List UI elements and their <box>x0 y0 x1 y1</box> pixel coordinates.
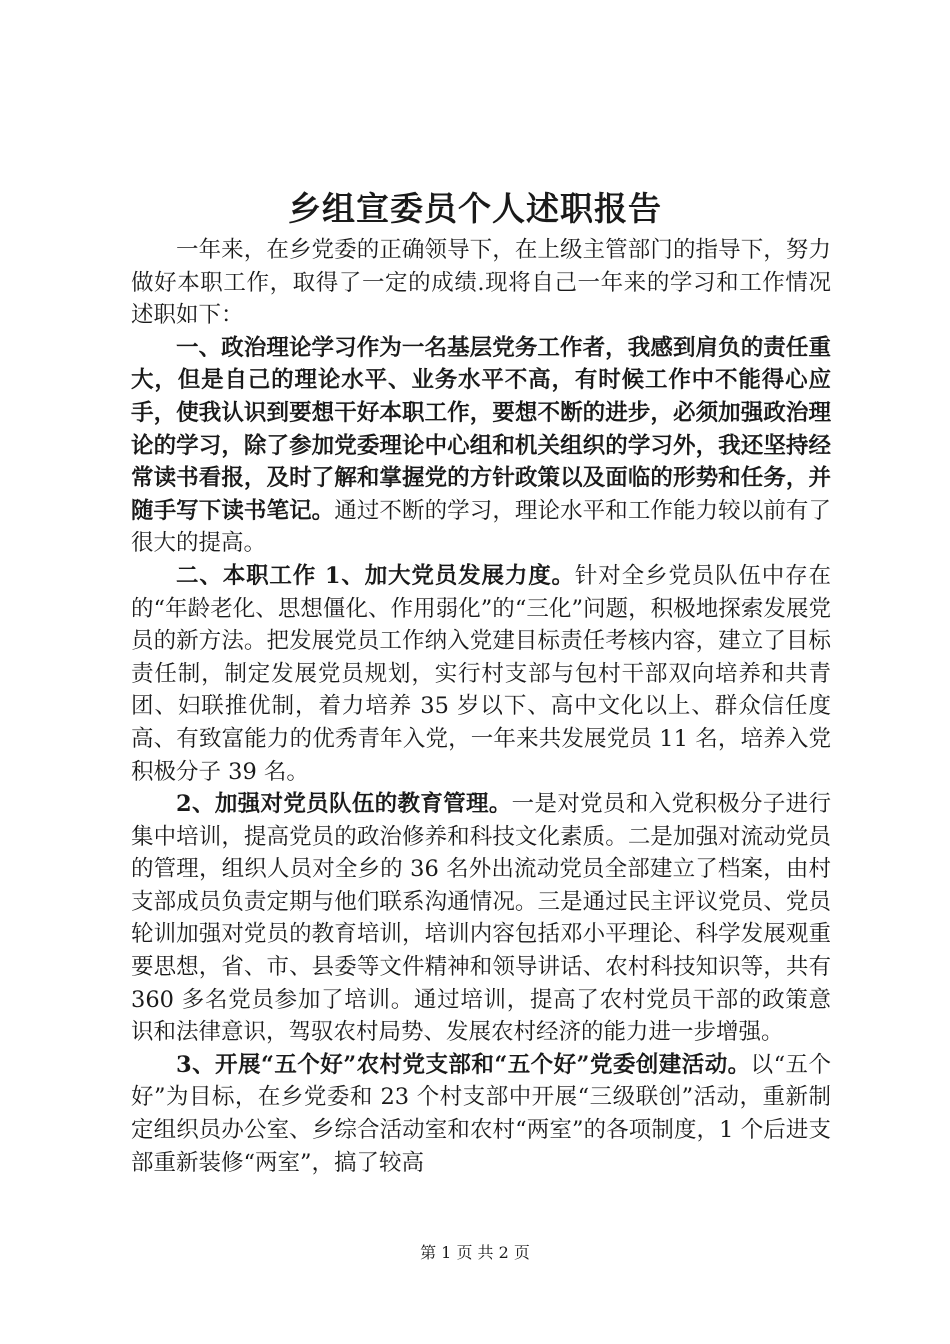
section-heading-bold: 2、加强对党员队伍的教育管理。 <box>176 791 512 818</box>
page-footer: 第 1 页 共 2 页 <box>420 1243 530 1262</box>
section-text: 一是对党员和入党积极分子进行集中培训，提高党员的政治修养和科技文化素质。二是加强对流动党员的管理，组织人员对全乡的 36 名外出流动党员全部建立了档案，由村支部成员负责定期与他们联系沟通情况。三是通过民主评议党员、党员轮训加强对党员的教育培训，培训内容包括邓小平理论、科学发展观重要思想，省、市、县委等文件精神和领导讲话、农村科技知识等，共有 360 多名党员参加了培训。通过培训，提高了农村党员干部的政策意识和法律意识，驾驭农村局势、发展农村经济的能力进一步增强。 <box>131 791 831 1046</box>
document-title: 乡组宣委员个人述职报告 <box>288 189 662 228</box>
section-education-management <box>131 788 831 1049</box>
section-text: 通过不断的学习，理论水平和工作能力较以前有了很大的提高。 <box>131 497 831 557</box>
section-text: 针对全乡党员队伍中存在的“年龄老化、思想僵化、作用弱化”的“三化”问题，积极地探索发展党员的新方法。把发展党员工作纳入党建目标责任考核内容，建立了目标责任制，制定发展党员规划，实行村支部与包村干部双向培养和共青团、妇联推优制，着力培养 35 岁以下、高中文化以上、群众信任度高、有致富能力的优秀青年入党，一年来共发展党员 11 名，培养入党积极分子 39 名。 <box>131 562 831 785</box>
document-body <box>131 234 831 1179</box>
section-heading-bold: 3、开展“五个好”农村党支部和“五个好”党委创建活动。 <box>176 1051 751 1078</box>
section-political-study <box>131 332 831 560</box>
section-five-good <box>131 1049 831 1179</box>
section-heading-bold: 一、政治理论学习作为一名基层党务工作者，我感到肩负的责任重大，但是自己的理论水平、业务水平不高，有时候工作中不能得心应手，使我认识到要想干好本职工作，要想不断的进步，必须加强政治理论的学习，除了参加党委理论中心组和机关组织的学习外，我还坚持经常读书看报，及时了解和掌握党的方针政策以及面临的形势和任务，并随手写下读书笔记。 <box>131 334 831 524</box>
section-core-work <box>131 560 831 788</box>
section-text: 以“五个好”为目标，在乡党委和 23 个村支部中开展“三级联创”活动，重新制定组织员办公室、乡综合活动室和农村“两室”的各项制度，1 个后进支部重新装修“两室”，搞了较高 <box>131 1051 831 1176</box>
intro-paragraph: 一年来，在乡党委的正确领导下，在上级主管部门的指导下，努力做好本职工作，取得了一定的成绩.现将自己一年来的学习和工作情况述职如下： <box>131 237 831 329</box>
section-heading-bold: 二、本职工作 1、加大党员发展力度。 <box>176 562 575 589</box>
